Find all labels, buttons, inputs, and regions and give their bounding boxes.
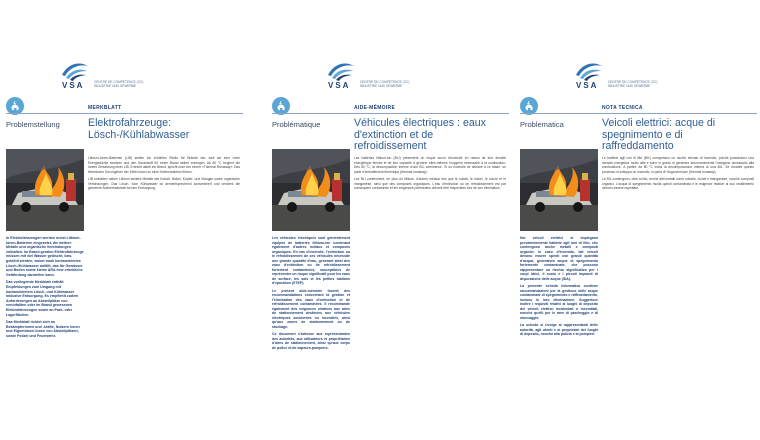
document-category: NOTA TECNICA (602, 105, 643, 111)
body-paragraph: La presente scheda informativa contiene raccomandazioni per la gestione delle acque contaminate di spegnimento e raffreddamento, incluso lo loro eliminazione. Suggerisce inoltre i requisiti relativi ai luoghi di deposito dei veicoli elettrici incidentati o incendiati, nonché quelli per le aree di parcheggio e di stoccaggio. (520, 284, 598, 320)
document-category: MERKBLATT (88, 105, 122, 111)
body-paragraph: Les véhicules électriques sont généralement équipés de batteries lithium-ion contenant également d'autres métaux et composés organiques. En cas d'incendie, l'extinction ou le refroidissement de ces véhicules nécessite une grande quantité d'eau, générant ainsi des eaux d'extinction ou de refroidissement fortement contaminées, susceptibles de représenter un risque significatif pour les eaux de surface, les sols et les petites stations d'épuration (STEP). (272, 236, 350, 285)
summary-text: In Elektrofahrzeugen werden meist Lithium-Ionen-Batterien eingesetzt, die weitere Metalle und organische Verbindungen enthalten. Im Brand geraten Elektrofahrzeuge müssen mit viel Wasser gelöscht, bzw. gekühlt werden, wobei stark kontaminiertes Lösch-/Kühlwasser anfällt, das für Gewässer und Boden sowie kleine ARA eine erhebliche Gefährdung darstellen kann. Das vorliegende Merkblatt enthält Empfehlungen zum Umgang mit kontaminiertem Lösch- und Kühlwasser inklusive Entsorgung. Es empfiehlt zudem Anforderungen an Abstellplätze von verunfallten oder im Brand gewesenen Elektrofahrzeugen sowie an Park- oder Lagerflächen. Das Merkblatt richtet sich an Bekämpferinnen und -kräfte, Nutzern innen und Eigentümer/-innen von Abstellplätzen, sowie Polizei und Feuerwehr. (6, 236, 84, 338)
body-paragraph: Les batteries lithium-ion (BLI) présentent un risque accru d'incendie en raison de leur densité énergétique élevée et de leur capacité à générer elles-mêmes l'oxygène nécessaire à la combustion. Dès 80 °C, la décomposition interne d'une BLI commence. Si un incendie se déclare à ce stade, on parle d'emballement thermique (thermal runaway). (354, 156, 506, 174)
section-heading: Problématique (272, 120, 321, 129)
body-paragraph: Lithium-Ionen-Batterien (LIB) stellen ein erhöhtes Risiko für Brände dar, weil sie eine hohe Energiedichte besitzen und den Sauerstoff für einen Brand selber erzeugen. Ab 80 °C beginnt die innere Zersetzung einer LIB. Erreicht dabei ein Brand, spricht man von einem «Thermal Runaway». Das thermische Durchgehen der Zellen kann zu einer Kettenreaktion führen. (88, 156, 240, 174)
document-title: Veicoli elettrici: acque di spegnimento e di raffreddamento (602, 117, 716, 153)
header-divider (6, 113, 243, 114)
vsa-logo-icon (326, 60, 356, 82)
body-paragraph: Ce document s'adresse aux représentantes des autorités, aux utilisateurs et propriétaires d'aires de stationnement, ainsi qu'aux corps de police et de sapeurs-pompiers. (272, 332, 350, 350)
body-paragraph: LIB enthalten neben Lithium weitere Metalle wie Kobalt, Nickel, Kupfer- und Mangan sowie organische Verbindungen. Das Lösch- bzw. Kühlwasser ist dementsprechend kontaminiert und verdient die gebotene Aufmerksamkeit bei der Entsorgung. (88, 177, 240, 190)
body-column-right (602, 156, 754, 194)
body-column-middle (272, 236, 350, 353)
burning-car-photo (520, 149, 598, 231)
vsa-logo-icon (574, 60, 604, 82)
header-divider (272, 113, 509, 114)
body-column-middle (520, 236, 598, 340)
body-paragraph: Le BIL contengono, oltre al litio, anche altri metalli come cobalto, nichel e manganese, nonché composti organici. L'acqua di spegnimento risulta quindi contaminata e le esigenze relative al suo smaltimento devono essere rispettate. (602, 177, 754, 190)
competence-center-name: CENTRE DE COMPÉTENCE (CC) INDUSTRIE UND GEWERBE (360, 80, 410, 89)
burning-car-photo (272, 149, 350, 231)
vsa-wordmark: VSA (328, 81, 351, 90)
document-sheet (514, 52, 760, 420)
section-heading: Problematica (520, 120, 564, 129)
body-paragraph: Les BLI contiennent, en plus du lithium, d'autres métaux tels que le cobalt, le nickel, le cuivre et le manganèse, ainsi que des composés organiques. L'eau d'extinction ou de refroidissement est par conséquent contaminée et les exigences pertinentes doivent être respectées lors de son élimination. (354, 177, 506, 190)
body-column-right (354, 156, 506, 194)
vsa-logo (574, 60, 714, 100)
competence-center-name: CENTRE DE COMPÉTENCE (CC) INDUSTRIE UND GEWERBE (94, 80, 144, 89)
document-title: Elektrofahrzeuge: Lösch-/Kühlabwasser (88, 117, 190, 141)
document-sheet (0, 52, 247, 420)
section-heading: Problemstellung (6, 120, 60, 129)
document-category: AIDE-MÉMOIRE (354, 105, 396, 111)
vsa-logo (326, 60, 466, 100)
vsa-logo-icon (60, 60, 90, 82)
body-paragraph: Le batterie agli ioni di litio (BIL) comportano un rischio elevato di incendio, poiché possiedono una densità energetica molto alta e sono in grado di generare autonomamente l'ossigeno necessario alla combustione. A partire da 80 °C inizia la decomposizione interna di una BIL. Se durante questo processo si sviluppa un incendio, si parla di «fuga termica» (thermal runaway). (602, 156, 754, 174)
body-paragraph: La scheda si rivolge ai rappresentanti delle autorità, agli utenti e ai proprietari dei luoghi di deposito, nonché alla polizia e ai pompieri. (520, 323, 598, 336)
competence-center-name: CENTRE DE COMPÉTENCE (CC) INDUSTRIE UND GEWERBE (608, 80, 658, 89)
vsa-wordmark: VSA (62, 81, 85, 90)
document-sheet (266, 52, 513, 420)
body-paragraph: Le présent aide-mémoire fournit des recommandations concernant la gestion et l'élimination des eaux d'extinction et de refroidissement contaminées. Il recommande également des exigences relatives aux aires de stationnement destinées aux véhicules électriques accidentés ou incendiés, ainsi qu'aux zones de stationnement ou de stockage. (272, 288, 350, 329)
document-title: Véhicules électriques : eaux d'extinction et de refroidissement (354, 117, 486, 153)
body-paragraph: Nei veicoli elettrici si impiegano prevalentemente batterie agli ioni di litio, che contengono anche metalli e composti organici. In caso d'incendio, tali veicoli devono essere spenti con grandi quantità d'acqua, generando acque di spegnimento fortemente contaminate, che possono rappresentare un rischio significativo per i corpi idrici, il suolo e i piccoli impianti di depurazione delle acque (IDA). (520, 236, 598, 281)
body-column-middle (88, 156, 240, 194)
header-divider (520, 113, 757, 114)
vsa-wordmark: VSA (576, 81, 599, 90)
vsa-logo (60, 60, 200, 100)
burning-car-photo (6, 149, 84, 231)
